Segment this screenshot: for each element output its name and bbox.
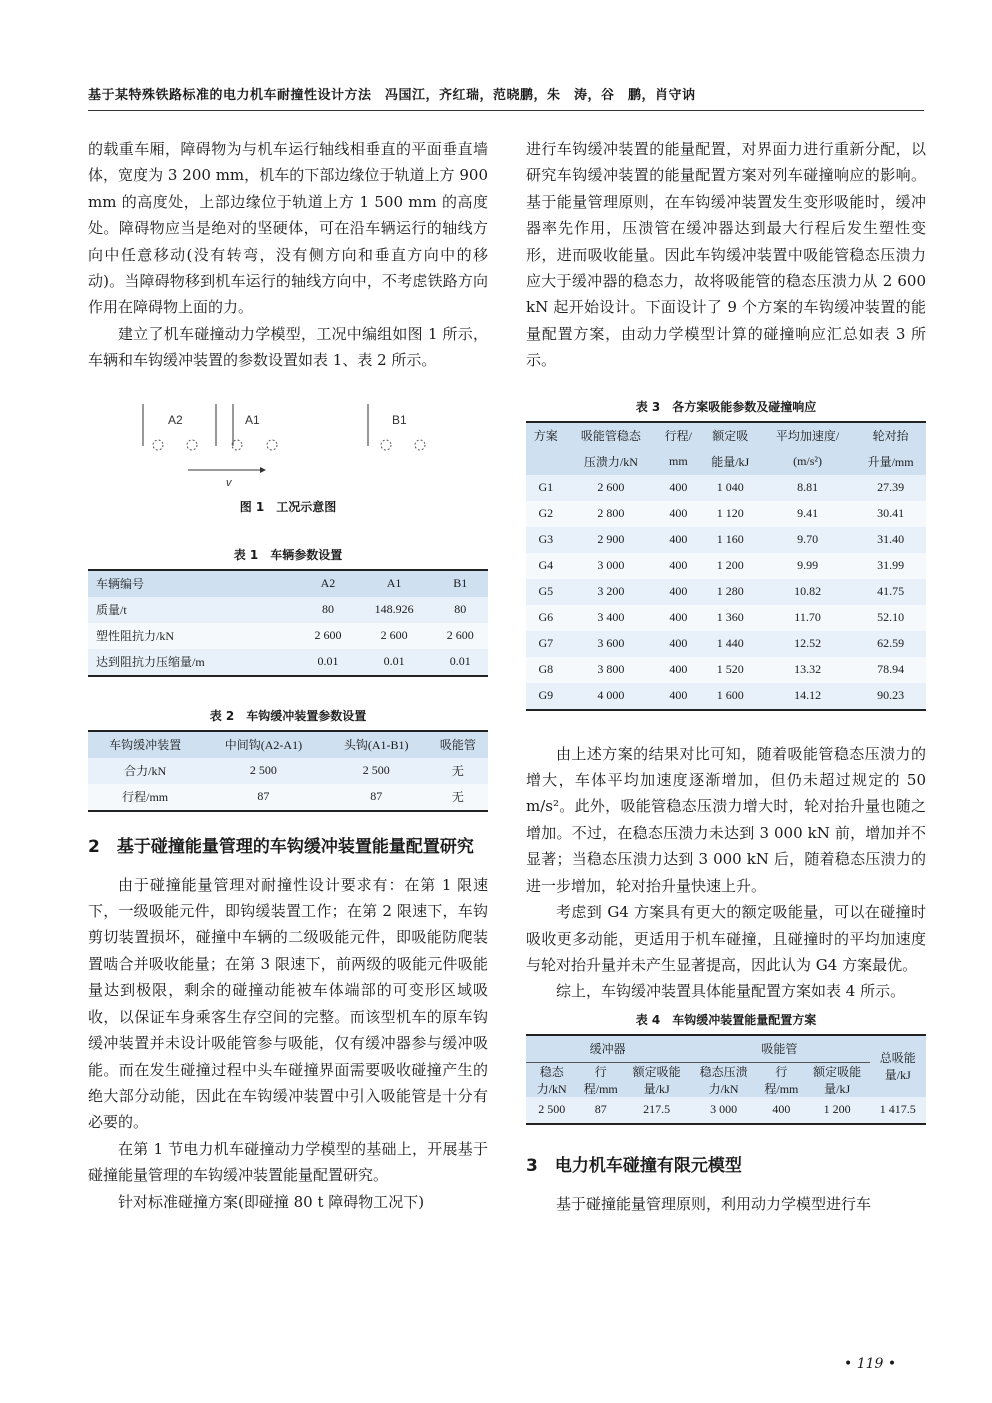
- table-cell: 额定吸: [701, 423, 760, 449]
- table-cell: 31.40: [855, 527, 926, 553]
- table-3: [526, 421, 926, 711]
- table-cell: G5: [526, 579, 566, 605]
- table-header-row: [88, 571, 488, 597]
- table-cell: G6: [526, 605, 566, 631]
- table-cell: G7: [526, 631, 566, 657]
- table3-caption: 表 3 各方案吸能参数及碰撞响应: [635, 399, 817, 414]
- table-cell: 行程/mm: [577, 1062, 624, 1097]
- table-cell: mm: [656, 449, 700, 475]
- table-cell: 压溃力/kN: [566, 449, 657, 475]
- table-cell: 1 120: [701, 501, 760, 527]
- table-cell: 吸能管: [689, 1036, 869, 1063]
- table-row: [88, 597, 488, 623]
- table-cell: 30.41: [855, 501, 926, 527]
- paragraph: 由上述方案的结果对比可知，随着吸能管稳态压溃力的增大，车体平均加速度逐渐增加，但仍未超过规定的 50 m/s²。此外，吸能管稳态压溃力增大时，轮对抬升量也随之增加。不过，在稳态压溃力未达到 3 000 kN 前，增加并不显著；当稳态压溃力达到 3 000 kN 后，随着稳态压溃力的进一步增加，轮对抬升量快速上升。: [526, 744, 926, 895]
- table-cell: 无: [428, 784, 488, 810]
- header-rule: [88, 110, 924, 111]
- paragraph: 针对标准碰撞方案(即碰撞 80 t 障碍物工况下): [118, 1192, 425, 1211]
- table-cell: 400: [656, 527, 700, 553]
- table-cell: 41.75: [855, 579, 926, 605]
- table-cell: 能量/kJ: [701, 449, 760, 475]
- table-row: [526, 657, 926, 683]
- table-cell: 3 000: [566, 553, 657, 579]
- table-cell: 1 520: [701, 657, 760, 683]
- table-cell: 塑性阻抗力/kN: [88, 623, 300, 649]
- table-cell: 400: [758, 1097, 805, 1123]
- table-cell: 148.926: [356, 597, 433, 623]
- label-b1: B1: [392, 412, 407, 427]
- table-header-row: [526, 1036, 926, 1063]
- table-cell: 头钩(A1-B1): [325, 732, 428, 758]
- table-cell: 11.70: [760, 605, 855, 631]
- table-row: [88, 758, 488, 784]
- table-row: [526, 631, 926, 657]
- table-cell: 400: [656, 631, 700, 657]
- left-column: [88, 136, 488, 1215]
- table-cell: 2 800: [566, 501, 657, 527]
- table-cell: 87: [202, 784, 324, 810]
- label-a1: A1: [245, 412, 260, 427]
- table-cell: 1 200: [805, 1097, 870, 1123]
- table-header-row: [526, 1062, 926, 1097]
- section-2-heading: 2 基于碰撞能量管理的车钩缓冲装置能量配置研究: [88, 836, 474, 857]
- table-cell: 3 000: [689, 1097, 758, 1123]
- table-cell: 9.99: [760, 553, 855, 579]
- table-cell: 车辆编号: [88, 571, 300, 597]
- table-cell: 80: [300, 597, 355, 623]
- table-header-row: [526, 423, 926, 449]
- table-cell: 27.39: [855, 475, 926, 501]
- table-cell: 2 500: [202, 758, 324, 784]
- table-cell: B1: [433, 571, 488, 597]
- table-cell: 1 280: [701, 579, 760, 605]
- table-cell: 2 600: [300, 623, 355, 649]
- table-row: [526, 501, 926, 527]
- table-cell: 平均加速度/: [760, 423, 855, 449]
- table-cell: 稳态压溃力/kN: [689, 1062, 758, 1097]
- table-cell: 9.41: [760, 501, 855, 527]
- running-header: 基于某特殊铁路标准的电力机车耐撞性设计方法 冯国江，齐红瑞，范晓鹏，朱 涛，谷 鹏，肖守讷: [88, 88, 696, 103]
- table-cell: 62.59: [855, 631, 926, 657]
- table-cell: 1 440: [701, 631, 760, 657]
- table-cell: 行程/mm: [88, 784, 202, 810]
- table-cell: 1 160: [701, 527, 760, 553]
- table-cell: 2 900: [566, 527, 657, 553]
- table-cell: 400: [656, 683, 700, 709]
- table-cell: 车钩缓冲装置: [88, 732, 202, 758]
- table-cell: 52.10: [855, 605, 926, 631]
- table-cell: 无: [428, 758, 488, 784]
- table-row: [88, 623, 488, 649]
- table-cell: (m/s²): [760, 449, 855, 475]
- table-cell: 12.52: [760, 631, 855, 657]
- table-cell: 8.81: [760, 475, 855, 501]
- table-cell: 行程/mm: [758, 1062, 805, 1097]
- table-cell: 合力/kN: [88, 758, 202, 784]
- table-cell: 轮对抬: [855, 423, 926, 449]
- table-cell: 2 600: [566, 475, 657, 501]
- table-cell: 2 600: [356, 623, 433, 649]
- table-row: [88, 784, 488, 810]
- table-cell: 3 400: [566, 605, 657, 631]
- table-cell: 87: [325, 784, 428, 810]
- table-row: [526, 475, 926, 501]
- table-cell: 13.32: [760, 657, 855, 683]
- table-cell: 2 600: [433, 623, 488, 649]
- table-2: [88, 730, 488, 812]
- table-cell: G4: [526, 553, 566, 579]
- table-row: [526, 1097, 926, 1123]
- table-row: [526, 683, 926, 709]
- table-cell: 400: [656, 475, 700, 501]
- table-cell: 稳态力/kN: [526, 1062, 577, 1097]
- table-4: [526, 1034, 926, 1125]
- table-cell: 额定吸能量/kJ: [805, 1062, 870, 1097]
- figure-caption: 图 1 工况示意图: [239, 499, 337, 514]
- table-cell: 87: [577, 1097, 624, 1123]
- table-cell: 400: [656, 579, 700, 605]
- table-header-row: [88, 732, 488, 758]
- table-row: [526, 579, 926, 605]
- section-3-heading: 3 电力机车碰撞有限元模型: [526, 1155, 742, 1176]
- table-cell: 217.5: [624, 1097, 689, 1123]
- label-a2: A2: [168, 412, 183, 427]
- paragraph: 进行车钩缓冲装置的能量配置，对界面力进行重新分配，以研究车钩缓冲装置的能量配置方案对列车碰撞响应的影响。基于能量管理原则，在车钩缓冲装置发生变形吸能时，缓冲器率先作用，压溃管在缓冲器达到最大行程后发生塑性变形，进而吸收能量。因此车钩缓冲装置中吸能管稳态压溃力应大于缓冲器的稳态力，故将吸能管的稳态压溃力从 2 600 kN 起开始设计。下面设计了 9 个方案的车钩缓冲装置的能量配置方案，由动力学模型计算的碰撞响应汇总如表 3 所示。: [526, 140, 926, 370]
- paragraph: 建立了机车碰撞动力学模型，工况中编组如图 1 所示，车辆和车钩缓冲装置的参数设置如表 1、表 2 所示。: [88, 324, 488, 370]
- table-cell: 78.94: [855, 657, 926, 683]
- table-cell: 1 040: [701, 475, 760, 501]
- table-cell: 额定吸能量/kJ: [624, 1062, 689, 1097]
- collision-diagram: [88, 402, 488, 494]
- table-cell: G3: [526, 527, 566, 553]
- table-cell: 中间钩(A2-A1): [202, 732, 324, 758]
- table-row: [526, 527, 926, 553]
- table-cell: 400: [656, 605, 700, 631]
- table-cell: 缓冲器: [526, 1036, 689, 1063]
- table-cell: 31.99: [855, 553, 926, 579]
- table-cell: 400: [656, 553, 700, 579]
- table-cell: 1 200: [701, 553, 760, 579]
- paragraph: 由于碰撞能量管理对耐撞性设计要求有：在第 1 限速下，一级吸能元件，即钩缓装置工作；在第 2 限速下，车钩剪切装置损坏，碰撞中车辆的二级吸能元件，即吸能防爬装置啮合并吸收能量；在第 3 限速下，前两级的吸能元件吸能量达到极限，剩余的碰撞动能被车体端部的可变形区域吸收，以保证车身乘客生存空间的完整。而该型机车的原车钩缓冲装置并未设计吸能管参与吸能，仅有缓冲器参与缓冲吸能。而在发生碰撞过程中头车碰撞界面需要吸收碰撞产生的绝大部分动能，因此在车钩缓冲装置中引入吸能管是十分有必要的。: [88, 875, 488, 1132]
- table-cell: [526, 449, 566, 475]
- table-cell: 0.01: [300, 649, 355, 675]
- table-cell: 质量/t: [88, 597, 300, 623]
- figure-1: [88, 402, 488, 522]
- table-cell: 0.01: [356, 649, 433, 675]
- table-cell: 10.82: [760, 579, 855, 605]
- table-1: [88, 569, 488, 677]
- table-row: [526, 605, 926, 631]
- table-cell: G1: [526, 475, 566, 501]
- table-cell: 行程/: [656, 423, 700, 449]
- table-cell: 吸能管: [428, 732, 488, 758]
- paragraph: 的载重车厢，障碍物为与机车运行轴线相垂直的平面垂直墙体，宽度为 3 200 mm，机车的下部边缘位于轨道上方 900 mm 的高度处，上部边缘位于轨道上方 1 500 mm 的高度处。障碍物应当是绝对的坚硬体，可在沿车辆运行的轴线方向中任意移动(没有转弯，没有侧方向和垂直方向中的移动)。当障碍物移到机车运行的轴线方向中，不考虑铁路方向作用在障碍物上面的力。: [88, 140, 488, 317]
- paragraph: 考虑到 G4 方案具有更大的额定吸能量，可以在碰撞时吸收更多动能，更适用于机车碰撞，且碰撞时的平均加速度与轮对抬升量并未产生显著提高，因此认为 G4 方案最优。: [526, 903, 926, 974]
- table-cell: 吸能管稳态: [566, 423, 657, 449]
- table-header-row: [526, 449, 926, 475]
- table-cell: 2 500: [325, 758, 428, 784]
- table-cell: G8: [526, 657, 566, 683]
- table-cell: 达到阻抗力压缩量/m: [88, 649, 300, 675]
- paragraph: 基于碰撞能量管理原则，利用动力学模型进行车: [556, 1194, 872, 1213]
- table-cell: 2 500: [526, 1097, 577, 1123]
- table-cell: 400: [656, 657, 700, 683]
- paragraph: 在第 1 节电力机车碰撞动力学模型的基础上，开展基于碰撞能量管理的车钩缓冲装置能量配置研究。: [88, 1139, 488, 1185]
- table-cell: 3 800: [566, 657, 657, 683]
- table-cell: G2: [526, 501, 566, 527]
- velocity-label: v: [226, 476, 232, 489]
- table-cell: G9: [526, 683, 566, 709]
- table-cell: A2: [300, 571, 355, 597]
- table-cell: 3 200: [566, 579, 657, 605]
- paragraph: 综上，车钩缓冲装置具体能量配置方案如表 4 所示。: [556, 982, 906, 1001]
- table-row: [526, 553, 926, 579]
- table-cell: 90.23: [855, 683, 926, 709]
- table-cell: A1: [356, 571, 433, 597]
- table-cell: 0.01: [433, 649, 488, 675]
- table-cell: 3 600: [566, 631, 657, 657]
- table4-caption: 表 4 车钩缓冲装置能量配置方案: [635, 1012, 817, 1027]
- page-number: • 119 •: [844, 1356, 897, 1372]
- table-cell: 400: [656, 501, 700, 527]
- table-cell: 总吸能量/kJ: [870, 1036, 926, 1097]
- table-row: [88, 649, 488, 675]
- right-column: [526, 136, 926, 1217]
- table-cell: 方案: [526, 423, 566, 449]
- table-cell: 1 600: [701, 683, 760, 709]
- table2-caption: 表 2 车钩缓冲装置参数设置: [209, 708, 367, 723]
- table-cell: 14.12: [760, 683, 855, 709]
- table-cell: 1 417.5: [870, 1097, 926, 1123]
- table-cell: 9.70: [760, 527, 855, 553]
- table1-caption: 表 1 车辆参数设置: [233, 547, 343, 562]
- table-cell: 1 360: [701, 605, 760, 631]
- table-cell: 4 000: [566, 683, 657, 709]
- table-cell: 80: [433, 597, 488, 623]
- table-cell: 升量/mm: [855, 449, 926, 475]
